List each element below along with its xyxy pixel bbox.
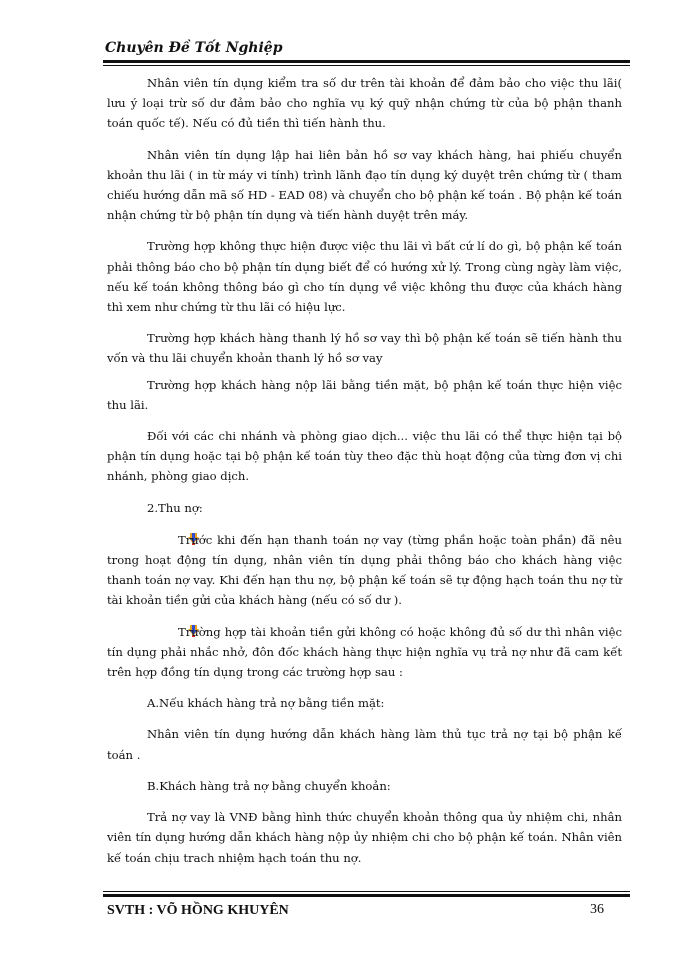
paragraph-cash-repayment: Nhân viên tín dụng hướng dẫn khách hàng làm thủ tục trả nợ tại bộ phận kế toán . [107,727,622,762]
paragraph-loan-liquidation: Trường hợp khách hàng thanh lý hồ sơ vay thì bộ phận kế toán sẽ tiến hành thu vốn và thu lãi chuyển khoản thanh lý hồ sơ vay [107,331,622,366]
section-heading-debt-collection: 2.Thu nợ: [147,500,203,515]
subheading-cash-repayment: A.Nếu khách hàng trả nợ bằng tiền mặt: [147,696,385,711]
bullet-text: Trước khi đến hạn thanh toán nợ vay (từng phần hoặc toàn phần) đã nêu trong hoạt động tín dụng, nhân viên tín dụng phải thông báo cho khách hàng việc thanh toán nợ vay. Khi đến hạn thu nợ, bộ phận kế toán sẽ tự động hạch toán thu nợ từ tài khoản tiền gửi của khách hàng (nếu có số dư ). [107,532,622,608]
bullet-pointer-icon [147,531,160,544]
paragraph-interest-documents: Nhân viên tín dụng lập hai liên bản hồ sơ vay khách hàng, hai phiếu chuyển khoản thu lãi ( in từ máy vi tính) trình lãnh đạo tín dụng ký duyệt trên chứng từ ( tham chiếu hướng dẫn mã số HD - EAD 08) và chuyển cho bộ phận kế toán . Bộ phận kế toán nhận chứng từ bộ phận tín dụng và tiến hành duyệt trên máy. [107,147,622,223]
bullet-text: Trường hợp tài khoản tiền gửi không có hoặc không đủ số dư thì nhân việc tín dụng phải nhắc nhở, đôn đốc khách hàng thực hiện nghĩa vụ trả nợ như đã cam kết trên hợp đồng tín dụng trong các trường hợp sau : [107,624,622,680]
page-number: 36 [590,902,604,917]
bullet-pointer-icon [147,623,160,636]
paragraph-transfer-repayment: Trả nợ vay là VNĐ bằng hình thức chuyển khoản thông qua ủy nhiệm chi, nhân viên tín dụng hướng dẫn khách hàng nộp ủy nhiệm chi cho bộ phận kế toán. Nhân viên kế toán chịu trach nhiệm hạch toán thu nợ. [107,810,622,865]
footer-rule [103,894,630,897]
footer-author: SVTH : VÕ HỒNG KHUYÊN [107,903,289,918]
bullet-paragraph-before-due [107,530,622,611]
header-title: Chuyên Đề Tốt Nghiệp [105,40,283,56]
paragraph-interest-balance-check: Nhân viên tín dụng kiểm tra số dư trên tài khoản để đảm bảo cho việc thu lãi( lưu ý loại trừ số dư đảm bảo cho nghĩa vụ ký quỹ nhận chứng từ của bộ phận thanh toán quốc tế). Nếu có đủ tiền thì tiến hành thu. [107,76,622,131]
footer-rule-thin [103,891,630,892]
subheading-transfer-repayment: B.Khách hàng trả nợ bằng chuyển khoản: [147,778,391,793]
paragraph-interest-failure: Trường hợp không thực hiện được việc thu lãi vì bất cứ lí do gì, bộ phận kế toán phải thông báo cho bộ phận tín dụng biết để có hướng xử lý. Trong cùng ngày làm việc, nếu kế toán không thông báo gì cho tín dụng về việc không thu được của khách hàng thì xem như chứng từ thu lãi có hiệu lực. [107,239,622,315]
bullet-paragraph-insufficient-balance [107,622,622,683]
header-rule [103,60,630,63]
paragraph-branches: Đối với các chi nhánh và phòng giao dịch... việc thu lãi có thể thực hiện tại bộ phận tín dụng hoặc tại bộ phận kế toán tùy theo đặc thù hoạt động của từng đơn vị chi nhánh, phòng giao dịch. [107,429,622,484]
paragraph-cash-interest: Trường hợp khách hàng nộp lãi bằng tiền mặt, bộ phận kế toán thực hiện việc thu lãi. [107,377,622,412]
document-body [107,73,622,879]
header-rule-thin [103,65,630,66]
